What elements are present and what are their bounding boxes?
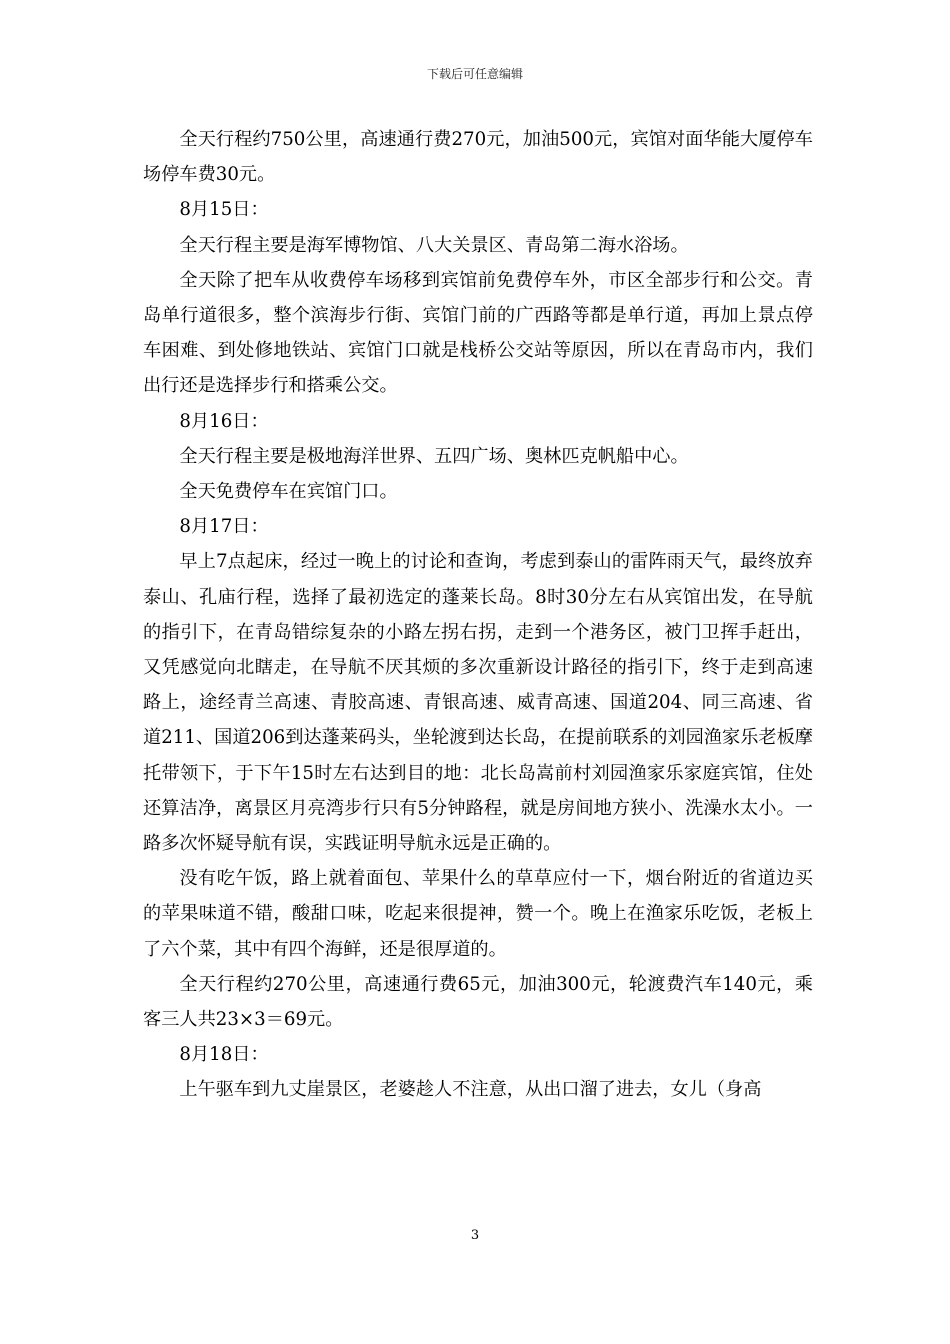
paragraph-start-aug18: 上午驱车到九丈崖景区，老婆趁人不注意，从出口溜了进去，女儿（身高	[179, 1079, 762, 1101]
paragraph-itinerary-aug16: 全天行程主要是极地海洋世界、五四广场、奥林匹克帆船中心。	[179, 445, 689, 467]
paragraph-parking-aug16: 全天免费停车在宾馆门口。	[179, 481, 398, 503]
paragraph-transport-aug15: 全天除了把车从收费停车场移到宾馆前免费停车外，市区全部步行和公交。青岛单行道很多，整个滨海步行街、宾馆门前的广西路等都是单行道，再加上景点停车困难、到处修地铁站、宾馆门口就是栈桥公交站等原因，所以在青岛市内，我们出行还是选择步行和搭乘公交。	[143, 269, 813, 397]
date-heading-aug16: 8月16日：	[179, 410, 269, 432]
page-number: 3	[470, 1228, 480, 1243]
paragraph-expenses-day14: 全天行程约750公里，高速通行费270元，加油500元，宾馆对面华能大厦停车场停车费30元。	[143, 129, 813, 186]
paragraph-meals-aug17: 没有吃午饭，路上就着面包、苹果什么的草草应付一下，烟台附近的省道边买的苹果味道不错，酸甜口味，吃起来很提神，赞一个。晚上在渔家乐吃饭，老板上了六个菜，其中有四个海鲜，还是很厚道的。	[143, 868, 813, 960]
page-header: 下载后可任意编辑	[426, 67, 523, 81]
paragraph-itinerary-aug15: 全天行程主要是海军博物馆、八大关景区、青岛第二海水浴场。	[179, 234, 689, 256]
document-body	[143, 122, 813, 1108]
date-heading-aug15: 8月15日：	[179, 199, 269, 221]
date-heading-aug17: 8月17日：	[179, 516, 269, 538]
paragraph-expenses-aug17: 全天行程约270公里，高速通行费65元，加油300元，轮渡费汽车140元，乘客三人共23×3＝69元。	[143, 973, 813, 1031]
paragraph-journey-aug17: 早上7点起床，经过一晚上的讨论和查询，考虑到泰山的雷阵雨天气，最终放弃泰山、孔庙行程，选择了最初选定的蓬莱长岛。8时30分左右从宾馆出发，在导航的指引下，在青岛错综复杂的小路左拐右拐，走到一个港务区，被门卫挥手赶出，又凭感觉向北瞎走，在导航不厌其烦的多次重新设计路径的指引下，终于走到高速路上，途经青兰高速、青胶高速、青银高速、威青高速、国道204、同三高速、省道211、国道206到达蓬莱码头，坐轮渡到达长岛，在提前联系的刘园渔家乐老板摩托带领下，于下午15时左右达到目的地：北长岛嵩前村刘园渔家乐家庭宾馆，住处还算洁净，离景区月亮湾步行只有5分钟路程，就是房间地方狭小、洗澡水太小。一路多次怀疑导航有误，实践证明导航永远是正确的。	[143, 551, 813, 855]
date-heading-aug18: 8月18日：	[179, 1044, 269, 1066]
